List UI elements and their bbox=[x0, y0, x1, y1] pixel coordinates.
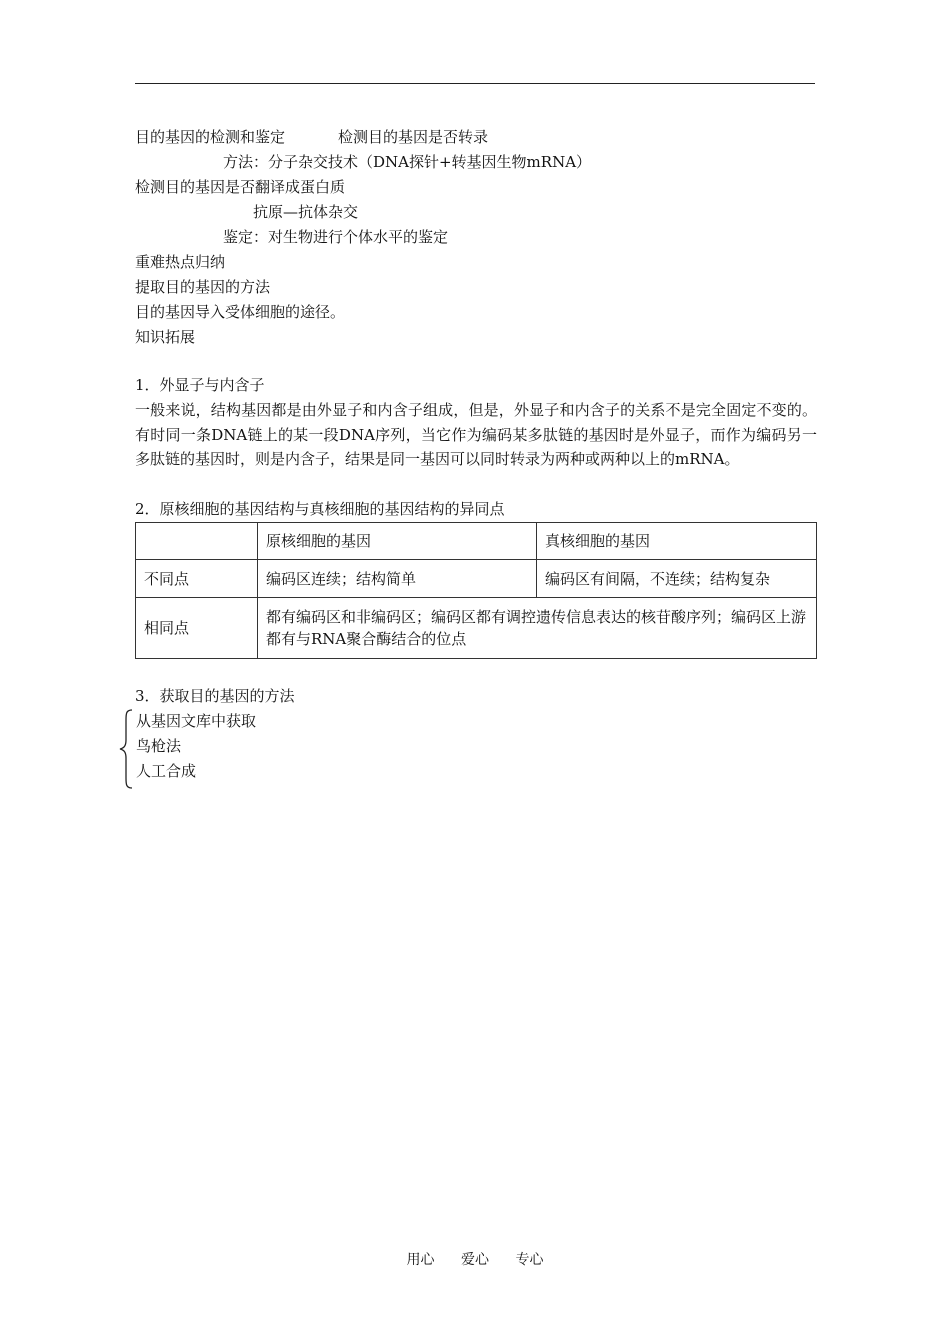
table-row bbox=[136, 560, 817, 598]
page-footer bbox=[0, 1249, 950, 1269]
detect-translation: 检测目的基因是否翻译成蛋白质 bbox=[135, 178, 346, 196]
curly-brace-icon bbox=[118, 708, 134, 790]
table-header-cell bbox=[136, 523, 258, 560]
table-cell: 相同点 bbox=[136, 598, 258, 659]
method-hybridization: 方法：分子杂交技术（DNA探针+转基因生物mRNA） bbox=[223, 153, 592, 171]
comparison-table bbox=[135, 522, 817, 659]
table-cell: 都有编码区和非编码区；编码区都有调控遗传信息表达的核苷酸序列；编码区上游都有与RNA聚合酶结合的位点 bbox=[258, 598, 817, 659]
method-item: 从基因文库中获取 bbox=[136, 712, 257, 730]
detect-title: 目的基因的检测和鉴定 bbox=[135, 128, 286, 146]
key-point-introduce: 目的基因导入受体细胞的途径。 bbox=[135, 303, 346, 321]
table-header-row bbox=[136, 523, 817, 560]
section1-body: 一般来说，结构基因都是由外显子和内含子组成，但是，外显子和内含子的关系不是完全固定不变的。有时同一条DNA链上的某一段DNA序列，当它作为编码某多肽链的基因时是外显子，而作为编码另一多肽链的基因时，则是内含子，结果是同一基因可以同时转录为两种或两种以上的mRNA。 bbox=[135, 401, 817, 469]
header-rule bbox=[135, 83, 815, 84]
extension-heading: 知识拓展 bbox=[135, 328, 196, 346]
section3-heading: 3．获取目的基因的方法 bbox=[135, 687, 295, 705]
method-item: 鸟枪法 bbox=[136, 737, 182, 755]
table-cell: 编码区连续；结构简单 bbox=[258, 560, 537, 598]
identification: 鉴定：对生物进行个体水平的鉴定 bbox=[223, 228, 449, 246]
table-header-cell: 真核细胞的基因 bbox=[537, 523, 817, 560]
table-cell: 不同点 bbox=[136, 560, 258, 598]
table-row bbox=[136, 598, 817, 659]
method-item: 人工合成 bbox=[136, 762, 197, 780]
table-header-cell: 原核细胞的基因 bbox=[258, 523, 537, 560]
key-points-heading: 重难热点归纳 bbox=[135, 253, 226, 271]
table-cell: 编码区有间隔，不连续；结构复杂 bbox=[537, 560, 817, 598]
section2-heading: 2．原核细胞的基因结构与真核细胞的基因结构的异同点 bbox=[135, 500, 505, 518]
section1-heading: 1．外显子与内含子 bbox=[135, 376, 265, 394]
detect-transcription: 检测目的基因是否转录 bbox=[338, 128, 489, 146]
key-point-extract: 提取目的基因的方法 bbox=[135, 278, 271, 296]
footer-item: 爱心 bbox=[461, 1252, 489, 1268]
antigen-antibody: 抗原—抗体杂交 bbox=[253, 203, 359, 221]
footer-item: 用心 bbox=[406, 1252, 435, 1268]
footer-item: 专心 bbox=[515, 1252, 544, 1268]
